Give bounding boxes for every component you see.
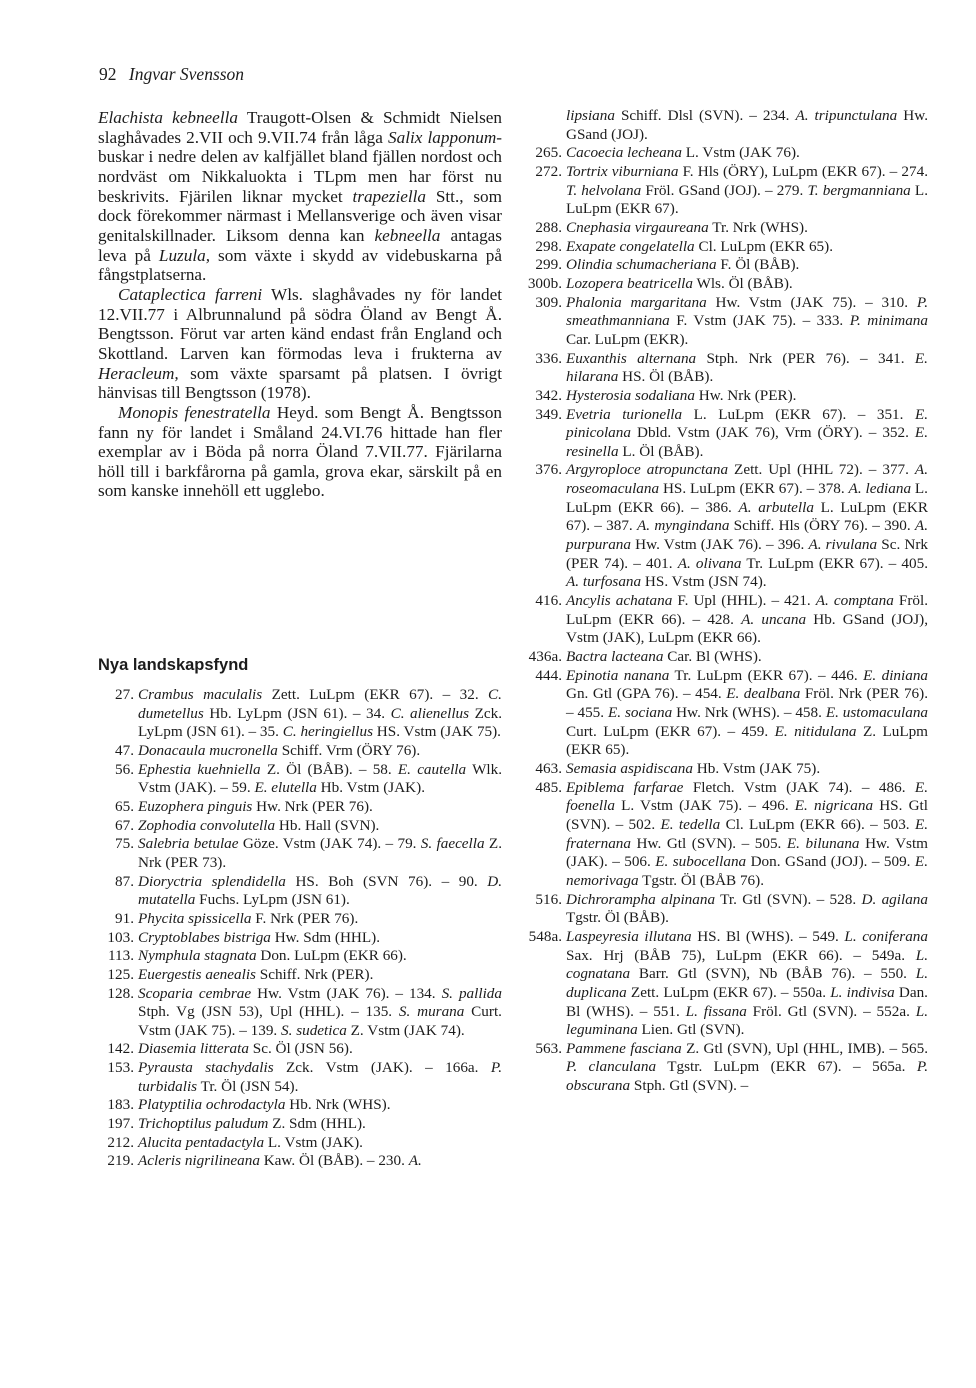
entry-number: 416. [535, 592, 562, 610]
list-item [98, 947, 502, 966]
entry-text: Epinotia nanana Tr. LuLpm (EKR 67). – 446. E. diniana Gn. Gtl (GPA 76). – 454. E. dealbana Fröl. Nrk (PER 76). – 455. E. sociana Hw. Nrk (WHS). – 458. E. ustomaculana Curt. LuLpm (EKR 67). – 459. E. nitidulana Z. LuLpm (EKR 65). [566, 666, 929, 759]
entry-text: Nymphula stagnata Don. LuLpm (EKR 66). [138, 947, 407, 965]
page-number: 92 [99, 64, 117, 84]
list-item [98, 929, 502, 948]
entry-number: 299. [535, 256, 562, 274]
list-item [526, 350, 928, 387]
list-item [98, 1040, 502, 1059]
entry-text: Euxanthis alternana Stph. Nrk (PER 76). – 341. E. hilarana HS. Öl (BÅB). [566, 349, 928, 386]
entry-text: Phalonia margaritana Hw. Vstm (JAK 75). – 310. P. smeathmanniana F. Vstm (JAK 75). – 333. P. minimana Car. LuLpm (EKR). [566, 293, 928, 348]
list-item [98, 1096, 502, 1115]
page-header [99, 64, 244, 85]
entry-text: Ancylis achatana F. Upl (HHL). – 421. A. comptana Fröl. LuLpm (EKR 66). – 428. A. uncana Hb. GSand (JOJ), Vstm (JAK), LuLpm (EKR 66). [566, 592, 929, 647]
list-item [526, 275, 928, 294]
entry-text: Laspeyresia illutana HS. Bl (WHS). – 549. L. coniferana Sax. Hrj (BÅB 75), LuLpm (EKR 66). – 549a. L. cognatana Barr. Gtl (SVN), Nb (BÅB 76). – 550. L. duplicana Zett. LuLpm (EKR 67). – 550a. L. indivisa Dan. Bl (WHS). – 551. L. fissana Fröl. Gtl (SVN). – 552a. L. leguminana Lien. Gtl (SVN). [566, 927, 928, 1039]
running-author: Ingvar Svensson [128, 64, 245, 84]
entry-text: Platyptilia ochrodactyla Hb. Nrk (WHS). [138, 1096, 391, 1114]
entry-text: Donacaula mucronella Schiff. Vrm (ÖRY 76). [138, 741, 421, 759]
list-item [98, 798, 502, 817]
entry-number: 563. [535, 1039, 562, 1057]
entry-text: Ephestia kuehniella Z. Öl (BÅB). – 58. E. cautella Wlk. Vstm (JAK). – 59. E. elutella Hb. Vstm (JAK). [138, 760, 503, 797]
entry-number: 272. [535, 162, 562, 180]
entry-text: Pyrausta stachydalis Zck. Vstm (JAK). – 166a. P. turbidalis Tr. Öl (JSN 54). [138, 1059, 502, 1095]
list-item [526, 891, 928, 928]
entry-number: 67. [115, 816, 134, 834]
list-item [98, 1134, 502, 1153]
entry-number: 436a. [528, 648, 562, 666]
entry-number: 265. [535, 144, 562, 162]
entry-text: Cacoecia lecheana L. Vstm (JAK 76). [566, 144, 800, 162]
list-item [98, 817, 502, 836]
list-item [98, 686, 502, 742]
entry-number: 444. [535, 666, 562, 684]
right-species-list [526, 107, 928, 1096]
entry-text: Pammene fasciana Z. Gtl (SVN), Upl (HHL, IMB). – 565. P. clanculana Tgstr. LuLpm (EKR 67). – 565a. P. obscurana Stph. Gtl (SVN). – [566, 1039, 928, 1095]
entry-text: lipsiana Schiff. Dlsl (SVN). – 234. A. tripunctulana Hw. GSand (JOJ). [566, 107, 928, 143]
entry-text: Lozopera beatricella Wls. Öl (BÅB). [566, 274, 793, 292]
entry-text: Euzophera pinguis Hw. Nrk (PER 76). [138, 797, 373, 815]
entry-number: 56. [115, 760, 134, 778]
entry-number: 153. [107, 1059, 134, 1077]
list-item [98, 910, 502, 929]
list-item [98, 1152, 502, 1171]
entry-number: 197. [107, 1115, 134, 1133]
list-item [98, 761, 502, 798]
left-species-list [98, 686, 502, 1171]
list-item [98, 985, 502, 1041]
list-item [98, 835, 502, 872]
list-item [98, 742, 502, 761]
entry-text: Hysterosia sodaliana Hw. Nrk (PER). [566, 386, 797, 404]
entry-text: Alucita pentadactyla L. Vstm (JAK). [138, 1133, 363, 1151]
entry-number: 103. [107, 928, 134, 946]
section-heading: Nya landskapsfynd [98, 656, 249, 674]
list-item [526, 667, 928, 760]
entry-text: Dioryctria splendidella HS. Boh (SVN 76). – 90. D. mutatella Fuchs. LyLpm (JSN 61). [138, 872, 503, 909]
entry-number: 27. [115, 686, 134, 703]
entry-number: 485. [535, 778, 562, 796]
entry-number: 125. [107, 965, 134, 983]
entry-number: 113. [107, 947, 134, 965]
entry-number: 309. [535, 293, 562, 311]
entry-text: Cryptoblabes bistriga Hw. Sdm (HHL). [138, 928, 381, 946]
list-item [526, 238, 928, 257]
list-item [526, 163, 928, 219]
entry-text: Olindia schumacheriana F. Öl (BÅB). [566, 256, 800, 274]
entry-number: 87. [115, 872, 134, 890]
list-item [526, 592, 928, 648]
entry-number: 142. [107, 1040, 134, 1058]
entry-text: Exapate congelatella Cl. LuLpm (EKR 65). [566, 237, 834, 255]
entry-number: 300b. [527, 274, 562, 292]
entry-text: Epiblema farfarae Fletch. Vstm (JAK 74). – 486. E. foenella L. Vstm (JAK 75). – 496. E. nigricana HS. Gtl (SVN). – 502. E. tedella Cl. LuLpm (EKR 66). – 503. E. fraternana Hw. Gtl (SVN). – 505. E. bilunana Hw. Vstm (JAK). – 506. E. subocellana Don. GSand (JOJ). – 509. E. nemorivaga Tgstr. Öl (BÅB 76). [566, 778, 929, 889]
entry-number: 463. [535, 759, 562, 777]
entry-text: Scoparia cembrae Hw. Vstm (JAK 76). – 134. S. pallida Stph. Vg (JSN 53), Upl (HHL). – 135. S. murana Curt. Vstm (JAK 75). – 139. S. sudetica Z. Vstm (JAK 74). [138, 984, 502, 1039]
left-column-text [98, 108, 502, 501]
list-item [98, 873, 502, 910]
entry-text: Zophodia convolutella Hb. Hall (SVN). [138, 816, 380, 834]
entry-text: Acleris nigrilineana Kaw. Öl (BÅB). – 230. A. [138, 1152, 422, 1170]
entry-number: 128. [107, 984, 134, 1002]
entry-text: Tortrix viburniana F. Hls (ÖRY), LuLpm (EKR 67). – 274. T. helvolana Fröl. GSand (JOJ). – 279. T. bergmanniana L. LuLpm (EKR 67). [566, 162, 928, 218]
entry-number: 212. [107, 1133, 134, 1151]
list-item [98, 1115, 502, 1134]
list-item [526, 461, 928, 592]
entry-number: 376. [535, 461, 562, 479]
list-item [526, 406, 928, 462]
entry-text: Diasemia litterata Sc. Öl (JSN 56). [138, 1040, 353, 1058]
entry-number: 47. [115, 741, 134, 759]
body-paragraph: Cataplectica farreni Wls. slaghåvades ny för landet 12.VII.77 i Albrunnalund på södra Öland av Bengt Å. Bengtsson. Förut var arten känd endast från England och Skottland. Larven kan förmodas leva i frukterna av Heracleum, som växte sparsamt på platsen. I övrigt hänvisas till Bengtsson (1978). [98, 284, 502, 403]
entry-text: Dichrorampha alpinana Tr. Gtl (SVN). – 528. D. agilana Tgstr. Öl (BÅB). [566, 890, 928, 927]
entry-number: 65. [115, 797, 134, 815]
entry-number: 342. [535, 386, 562, 404]
entry-number: 516. [535, 890, 562, 908]
list-item [98, 1059, 502, 1096]
list-item [526, 107, 928, 144]
list-item [526, 1040, 928, 1096]
list-item [526, 144, 928, 163]
entry-text: Phycita spissicella F. Nrk (PER 76). [138, 909, 359, 927]
list-item [526, 219, 928, 238]
entry-text: Euergestis aenealis Schiff. Nrk (PER). [138, 965, 374, 983]
entry-text: Bactra lacteana Car. Bl (WHS). [566, 648, 762, 666]
entry-text: Crambus maculalis Zett. LuLpm (EKR 67). – 32. C. dumetellus Hb. LyLpm (JSN 61). – 34. C. alienellus Zck. LyLpm (JSN 61). – 35. C. heringiellus HS. Vstm (JAK 75). [138, 686, 503, 741]
entry-number: 91. [115, 909, 134, 927]
entry-number: 75. [115, 835, 134, 853]
entry-number: 219. [107, 1152, 134, 1170]
entry-number: 349. [535, 405, 562, 423]
entry-number: 548a. [528, 927, 562, 945]
body-paragraph: Elachista kebneella Traugott-Olsen & Schmidt Nielsen slaghåvades 2.VII och 9.VII.74 från låga Salix lapponum-buskar i nedre delen av kalfjället bland fjällen nordost och nordväst om Nikkaluokta i TLpm men har först nu beskrivits. Fjärilen liknar mycket trapeziella Stt., som dock förekommer närmast i Mellansverige och även visar genitalskillnader. Liksom denna kan kebneella antagas leva på Luzula, som växte i skydd av videbuskarna på fångstplatserna. [98, 108, 502, 285]
entry-number: 336. [535, 349, 562, 367]
entry-text: Cnephasia virgaureana Tr. Nrk (WHS). [566, 218, 808, 236]
entry-text: Evetria turionella L. LuLpm (EKR 67). – 351. E. pinicolana Dbld. Vstm (JAK 76), Vrm (ÖRY). – 352. E. resinella L. Öl (BÅB). [566, 405, 929, 460]
list-item [98, 966, 502, 985]
entry-number: 183. [107, 1096, 134, 1114]
list-item [526, 760, 928, 779]
entry-text: Argyroploce atropunctana Zett. Upl (HHL 72). – 377. A. roseomaculana HS. LuLpm (EKR 67). – 378. A. lediana L. LuLpm (EKR 66). – 386. A. arbutella L. LuLpm (EKR 67). – 387. A. myngindana Schiff. Hls (ÖRY 76). – 390. A. purpurana Hw. Vstm (JAK 76). – 396. A. rivulana Sc. Nrk (PER 74). – 401. A. olivana Tr. LuLpm (EKR 67). – 405. A. turfosana HS. Vstm (JSN 74). [566, 461, 929, 591]
entry-number: 288. [535, 218, 562, 236]
list-item [526, 779, 928, 891]
body-paragraph: Monopis fenestratella Heyd. som Bengt Å. Bengtsson fann ny för landet i Småland 24.VI.76 hittade han fler exemplar av i Böda på norra Öland 7.VII.77. Fjärilarna höll till i barkfårorna på gamla, grova ekar, särskilt på en som kanske innehöll ett ugglebo. [98, 402, 503, 501]
entry-text: Salebria betulae Göze. Vstm (JAK 74). – 79. S. faecella Z. Nrk (PER 73). [138, 835, 502, 871]
entry-text: Semasia aspidiscana Hb. Vstm (JAK 75). [566, 759, 821, 777]
list-item [526, 928, 928, 1040]
list-item [526, 648, 928, 667]
list-item [526, 294, 928, 350]
list-item [526, 256, 928, 275]
entry-text: Trichoptilus paludum Z. Sdm (HHL). [138, 1115, 366, 1133]
list-item [526, 387, 928, 406]
entry-number: 298. [535, 237, 562, 255]
